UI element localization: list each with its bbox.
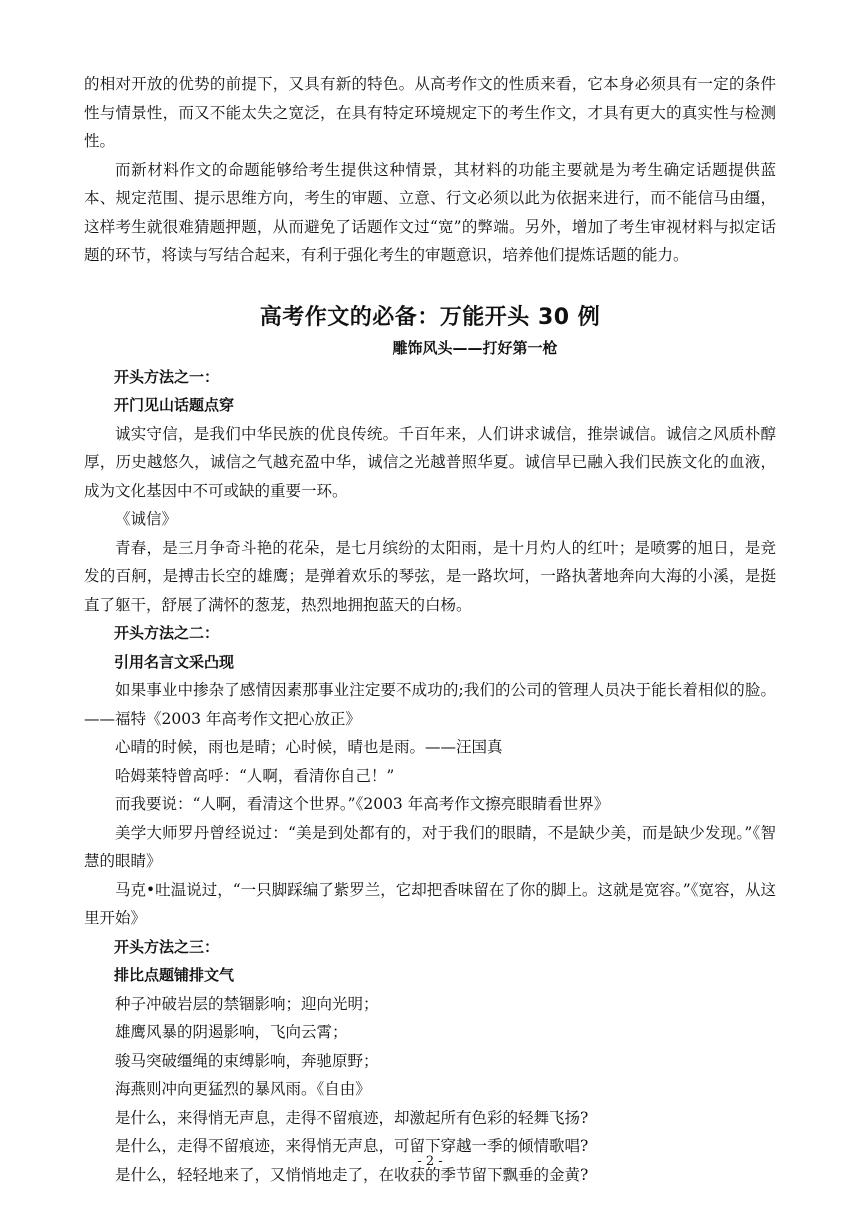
intro-paragraph-2: 而新材料作文的命题能够给考生提供这种情景，其材料的功能主要就是为考生确定话题提供蓝本、规定范围、提示思维方向，考生的审题、立意、行文必须以此为依据来进行，而不能信马由缰，这样考生就很难猜题押题，从而避免了话题作文过“宽”的弊端。另外，增加了考生审视材料与拟定话题的环节，将读与写结合起来，有利于强化考生的审题意识，培养他们提炼话题的能力。 bbox=[84, 160, 776, 264]
intro-paragraph-1: 的相对开放的优势的前提下，又具有新的特色。从高考作文的性质来看，它本身必须具有一定的条件性与情景性，而又不能太失之宽泛，在具有特定环境规定下的考生作文，才具有更大的真实性与检测性。 bbox=[84, 75, 776, 150]
method2-paragraph-2: 心晴的时候，雨也是晴；心时候，晴也是雨。——汪国真 bbox=[115, 738, 503, 756]
page-number: - 2 - bbox=[417, 1154, 443, 1169]
method1-paragraph-3: 青春，是三月争奇斗艳的花朵，是七月缤纷的太阳雨，是十月灼人的红叶；是喷雾的旭日，是竞发的百舸，是搏击长空的雄鹰；是弹着欢乐的琴弦，是一路坎坷，一路执著地奔向大海的小溪，是挺直了躯干，舒展了满怀的葱茏，热烈地拥抱蓝天的白杨。 bbox=[84, 538, 776, 614]
method2-label: 开头方法之二： bbox=[114, 624, 220, 642]
method3-line: 种子冲破岩层的禁锢影响；迎向光明； bbox=[115, 994, 379, 1013]
method1-name: 开门见山话题点穿 bbox=[114, 396, 235, 414]
method2-name: 引用名言文采凸现 bbox=[114, 652, 235, 671]
page-content bbox=[84, 70, 776, 1189]
method3-line: 海燕则冲向更猛烈的暴风雨。《自由》 bbox=[115, 1080, 371, 1098]
method3-name: 排比点题铺排文气 bbox=[114, 966, 235, 984]
method3-line: 是什么，来得悄无声息，走得不留痕迹，却激起所有色彩的轻舞飞扬? bbox=[115, 1108, 589, 1127]
method1-paragraph-2: 《诚信》 bbox=[115, 510, 178, 528]
method3-line: 是什么，轻轻地来了，又悄悄地走了，在收获的季节留下飘垂的金黄? bbox=[115, 1165, 589, 1184]
method2-paragraph-6: 马克•吐温说过，“一只脚踩编了紫罗兰，它却把香味留在了你的脚上。这就是宽容。”《宽容，从这里开始》 bbox=[84, 880, 776, 927]
method3-label: 开头方法之三： bbox=[114, 937, 220, 956]
method2-paragraph-4: 而我要说：“人啊，看清这个世界。”《2003 年高考作文擦亮眼睛看世界》 bbox=[115, 795, 610, 813]
method3-line: 雄鹰风暴的阴遏影响，飞向云霄； bbox=[115, 1023, 348, 1041]
method2-paragraph-3: 哈姆莱特曾高呼：“人啊，看清你自己！” bbox=[115, 766, 395, 785]
section-title: 高考作文的必备：万能开头 30 例 bbox=[259, 304, 601, 330]
method3-line: 骏马突破缰绳的束缚影响，奔驰原野； bbox=[115, 1051, 379, 1070]
method3-line: 是什么，走得不留痕迹，来得悄无声息，可留下穿越一季的倾情歌唱? bbox=[115, 1137, 589, 1155]
method1-paragraph-1: 诚实守信，是我们中华民族的优良传统。千百年来，人们讲求诚信，推崇诚信。诚信之风质朴醇厚，历史越悠久，诚信之气越充盈中华，诚信之光越普照华夏。诚信早已融入我们民族文化的血液，成为文化基因中不可或缺的重要一环。 bbox=[84, 424, 776, 500]
method1-label: 开头方法之一： bbox=[114, 367, 220, 386]
method2-paragraph-1: 如果事业中掺杂了感情因素那事业注定要不成功的;我们的公司的管理人员决于能长着相似的脸。——福特《2003 年高考作文把心放正》 bbox=[84, 681, 776, 728]
section-subtitle: 雕饰风头——打好第一枪 bbox=[392, 338, 558, 357]
method2-paragraph-5: 美学大师罗丹曾经说过：“美是到处都有的，对于我们的眼睛，不是缺少美，而是缺少发现。”《智慧的眼睛》 bbox=[84, 823, 776, 870]
